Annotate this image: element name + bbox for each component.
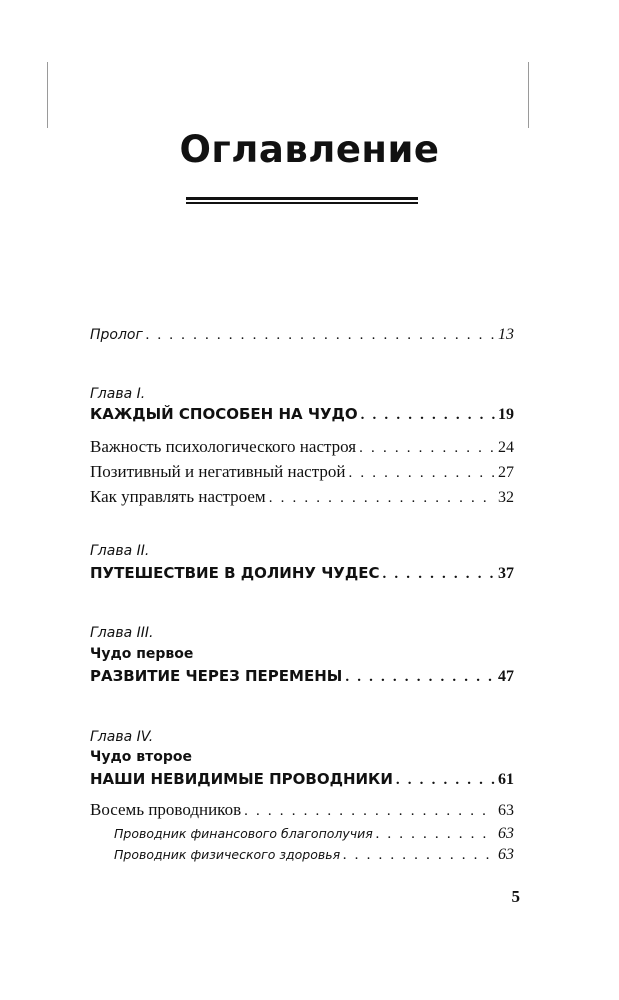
- toc-page-number: 47: [498, 668, 514, 685]
- dot-leader: [359, 440, 495, 457]
- toc-entry-label: ПУТЕШЕСТВИЕ В ДОЛИНУ ЧУДЕС: [90, 564, 380, 582]
- miracle-label: Чудо второе: [90, 749, 192, 765]
- toc-entry-chapter-heading[interactable]: [90, 667, 514, 686]
- toc-entry-label: Как управлять настроем: [90, 487, 266, 506]
- dot-leader: [361, 407, 495, 424]
- toc-page-number: 63: [498, 802, 514, 819]
- toc-page-number: 37: [498, 565, 514, 582]
- toc-page-number: 63: [498, 846, 514, 863]
- dot-leader: [244, 803, 495, 820]
- toc-page-number: 19: [498, 406, 514, 423]
- toc-entry-label: КАЖДЫЙ СПОСОБЕН НА ЧУДО: [90, 405, 358, 423]
- chapter-label: Глава II.: [90, 543, 150, 559]
- toc-page-number: 27: [498, 464, 514, 481]
- page-title: Оглавление: [179, 128, 440, 171]
- toc-entry-label: Позитивный и негативный настрой: [90, 462, 346, 481]
- toc-entry-label: Восемь проводников: [90, 800, 242, 819]
- toc-page-number: 13: [498, 326, 514, 343]
- toc-entry-subsection[interactable]: [114, 846, 514, 864]
- dot-leader: [146, 327, 495, 344]
- toc-page-number: 63: [498, 825, 514, 842]
- miracle-label: Чудо первое: [90, 646, 194, 662]
- toc-page-number: 24: [498, 439, 514, 456]
- dot-leader: [376, 826, 495, 843]
- toc-entry-chapter-heading[interactable]: [90, 405, 514, 424]
- toc-entry-section[interactable]: [90, 800, 514, 820]
- chapter-label: Глава IV.: [90, 729, 154, 745]
- dot-leader: [348, 465, 495, 482]
- dot-leader: [396, 772, 495, 789]
- toc-entry-label: Пролог: [90, 327, 143, 343]
- chapter-label: Глава I.: [90, 386, 146, 402]
- toc-entry-chapter-heading[interactable]: [90, 564, 514, 583]
- toc-entry-section[interactable]: [90, 487, 514, 507]
- toc-entry-chapter-heading[interactable]: [90, 770, 514, 789]
- dot-leader: [345, 669, 495, 686]
- toc-entry-label: РАЗВИТИЕ ЧЕРЕЗ ПЕРЕМЕНЫ: [90, 667, 343, 685]
- dot-leader: [343, 847, 495, 864]
- page-number: 5: [511, 887, 520, 906]
- table-of-contents: [90, 0, 514, 1000]
- crop-mark-left: [47, 62, 48, 128]
- toc-entry-label: НАШИ НЕВИДИМЫЕ ПРОВОДНИКИ: [90, 770, 393, 788]
- toc-entry-section[interactable]: [90, 462, 514, 482]
- dot-leader: [269, 490, 495, 507]
- toc-entry-label: Важность психологического настроя: [90, 437, 357, 456]
- toc-entry-section[interactable]: [90, 437, 514, 457]
- toc-entry-label: Проводник физического здоровья: [114, 847, 341, 862]
- toc-entry-prologue[interactable]: [90, 326, 514, 344]
- toc-page-number: 61: [498, 771, 514, 788]
- toc-entry-label: Проводник финансового благополучия: [114, 826, 373, 841]
- dot-leader: [383, 566, 496, 583]
- toc-entry-subsection[interactable]: [114, 825, 514, 843]
- crop-mark-right: [528, 62, 529, 128]
- chapter-label: Глава III.: [90, 625, 154, 641]
- toc-page-number: 32: [498, 489, 514, 506]
